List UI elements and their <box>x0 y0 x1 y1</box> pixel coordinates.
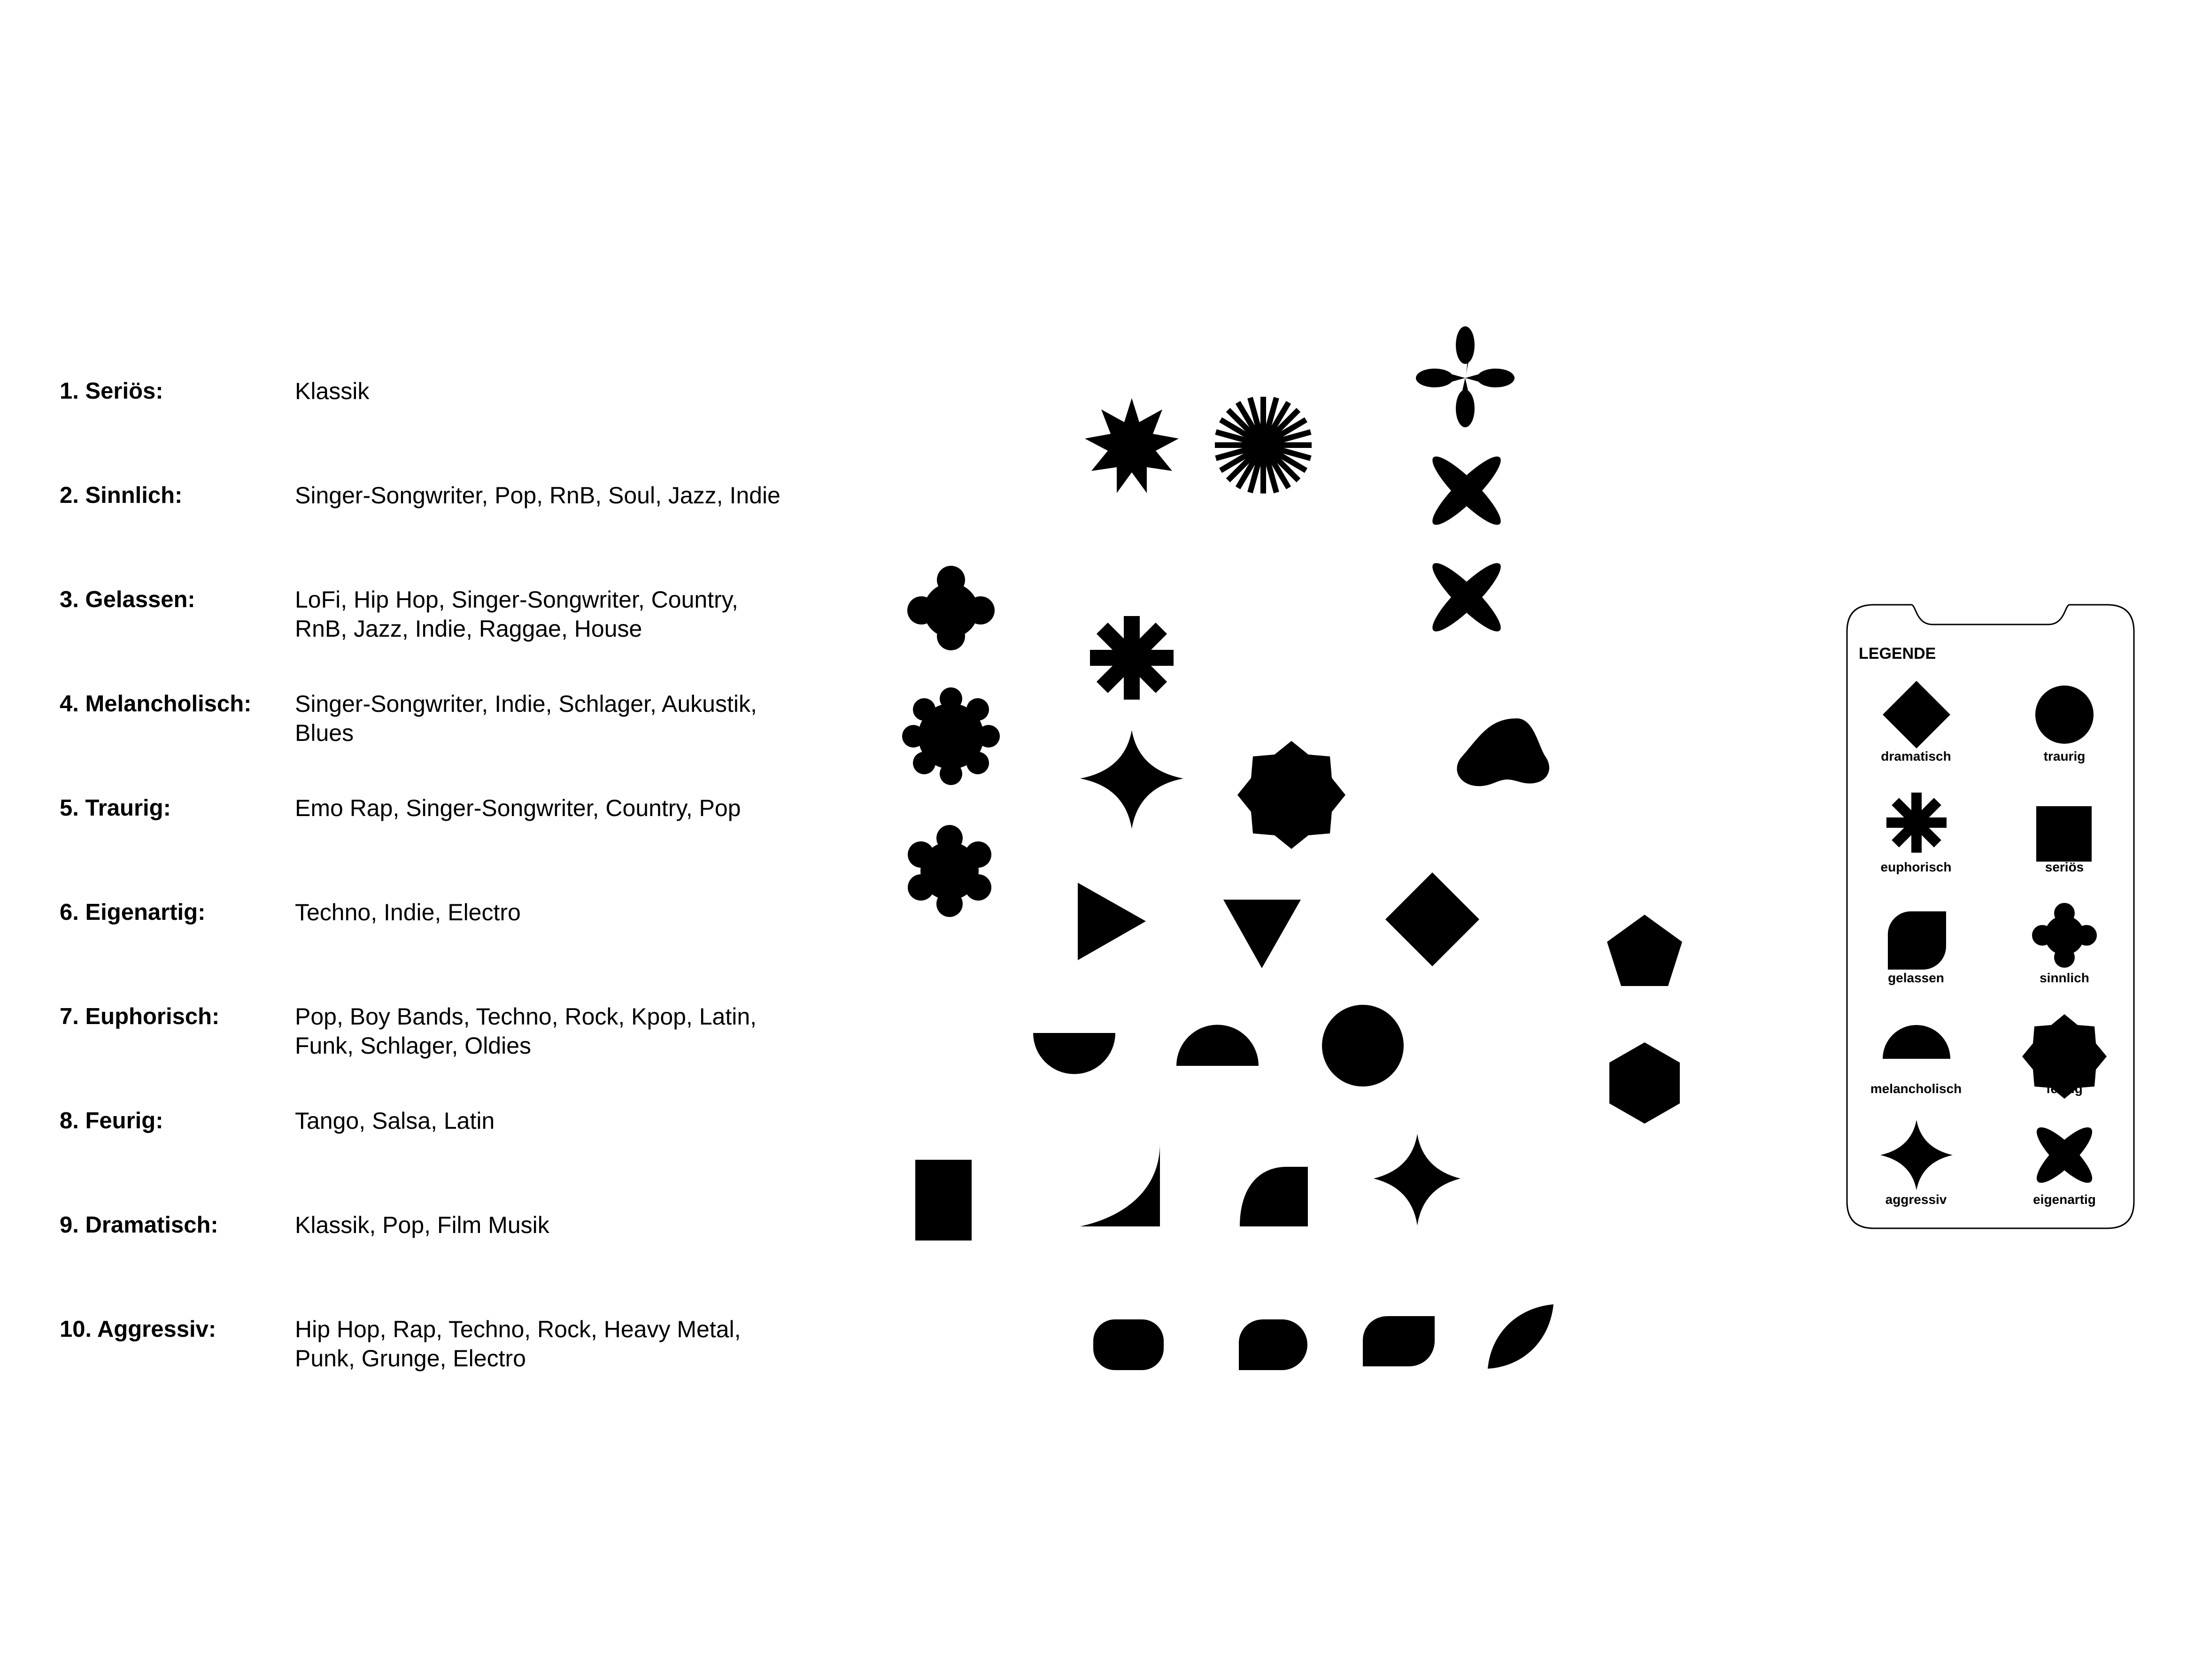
legend-phone-frame <box>1846 603 2135 1230</box>
four-petal-flower-icon <box>1416 326 1515 427</box>
mood-genres: Tango, Salsa, Latin <box>295 1108 495 1134</box>
four-point-star-icon <box>1080 730 1183 829</box>
circle-icon <box>2035 686 2094 744</box>
mood-name: 5. Traurig: <box>60 795 171 821</box>
asterisk-icon <box>1886 793 1947 853</box>
pill-icon <box>1093 1319 1164 1370</box>
mood-name: 4. Melancholisch: <box>60 691 252 717</box>
mood-genres: Klassik, Pop, Film Musik <box>295 1212 549 1238</box>
asterisk-icon <box>1090 616 1174 700</box>
curved-wedge-icon <box>1080 1143 1160 1226</box>
cloud-cross-icon <box>907 566 995 650</box>
mood-genres: Klassik <box>295 378 370 404</box>
mood-genres: Hip Hop, Rap, Techno, Rock, Heavy Metal, Punk, Grunge, Electro <box>295 1316 741 1372</box>
legend-label-euphorisch: euphorisch <box>1880 860 1952 874</box>
down-triangle-icon <box>1223 900 1301 968</box>
mood-genres: Singer-Songwriter, Indie, Schlager, Aukustik, Blues <box>295 691 757 746</box>
square-icon <box>2036 806 2092 862</box>
flower-six-icon <box>908 825 991 917</box>
legend-label-sinnlich: sinnlich <box>2040 971 2089 985</box>
legend-label-melancholisch: melancholisch <box>1870 1081 1962 1096</box>
concave-star-icon <box>1374 1134 1460 1225</box>
mood-name: 2. Sinnlich: <box>60 483 183 508</box>
leaf-round-icon <box>1888 911 1946 970</box>
mood-name: 8. Feurig: <box>60 1108 163 1133</box>
diamond-icon <box>1385 872 1479 966</box>
cloud-cross-icon <box>2032 903 2097 968</box>
badge-star-icon <box>1237 741 1345 849</box>
x-petal-icon <box>2030 1120 2099 1189</box>
mood-name: 7. Euphorisch: <box>60 1004 220 1029</box>
wavy-circle-icon <box>902 687 1000 785</box>
leaf-round-icon <box>1363 1316 1435 1366</box>
mood-name: 10. Aggressiv: <box>60 1317 216 1342</box>
mood-name: 3. Gelassen: <box>60 587 195 612</box>
mood-genres: Pop, Boy Bands, Techno, Rock, Kpop, Latin, Funk, Schlager, Oldies <box>295 1003 757 1059</box>
star-burst-10-icon <box>1085 398 1179 493</box>
mood-name: 6. Eigenartig: <box>60 900 206 925</box>
legend-label-eigenartig: eigenartig <box>2033 1192 2096 1207</box>
legend-title: LEGENDE <box>1859 645 1936 663</box>
circle-icon <box>1322 1005 1404 1087</box>
half-circle-top-icon <box>1176 1025 1259 1066</box>
diamond-icon <box>1883 681 1950 748</box>
rounded-triangle-icon <box>1457 718 1549 786</box>
four-point-star-icon <box>1880 1120 1953 1190</box>
legend-label-dramatisch: dramatisch <box>1881 749 1951 763</box>
sunburst-icon <box>1215 397 1312 493</box>
half-circle-bottom-icon <box>1033 1033 1115 1074</box>
x-petal-icon <box>1425 449 1507 532</box>
d-shape-icon <box>1239 1319 1307 1370</box>
legend-label-serioes: seriös <box>2045 860 2084 874</box>
play-triangle-icon <box>1078 883 1146 960</box>
mood-genres: Singer-Songwriter, Pop, RnB, Soul, Jazz, Indie <box>295 482 780 509</box>
mood-genres: Emo Rap, Singer-Songwriter, Country, Pop <box>295 795 741 821</box>
leaf-icon <box>1488 1304 1553 1369</box>
mood-genres: LoFi, Hip Hop, Singer-Songwriter, Country, RnB, Jazz, Indie, Raggae, House <box>295 586 738 642</box>
mood-name: 9. Dramatisch: <box>60 1212 218 1238</box>
quarter-circle-icon <box>1240 1167 1308 1226</box>
x-petal-icon <box>1425 556 1507 638</box>
legend-label-aggressiv: aggressiv <box>1885 1192 1947 1207</box>
half-circle-top-icon <box>1883 1025 1950 1059</box>
hexagon-icon <box>1609 1042 1680 1124</box>
legend-label-traurig: traurig <box>2043 749 2086 763</box>
legend-label-feurig: feurig <box>2046 1081 2083 1096</box>
pentagon-icon <box>1607 915 1682 986</box>
legend-label-gelassen: gelassen <box>1888 971 1944 985</box>
mood-genres: Techno, Indie, Electro <box>295 899 521 925</box>
mood-name: 1. Seriös: <box>60 378 163 404</box>
rectangle-icon <box>915 1160 972 1241</box>
